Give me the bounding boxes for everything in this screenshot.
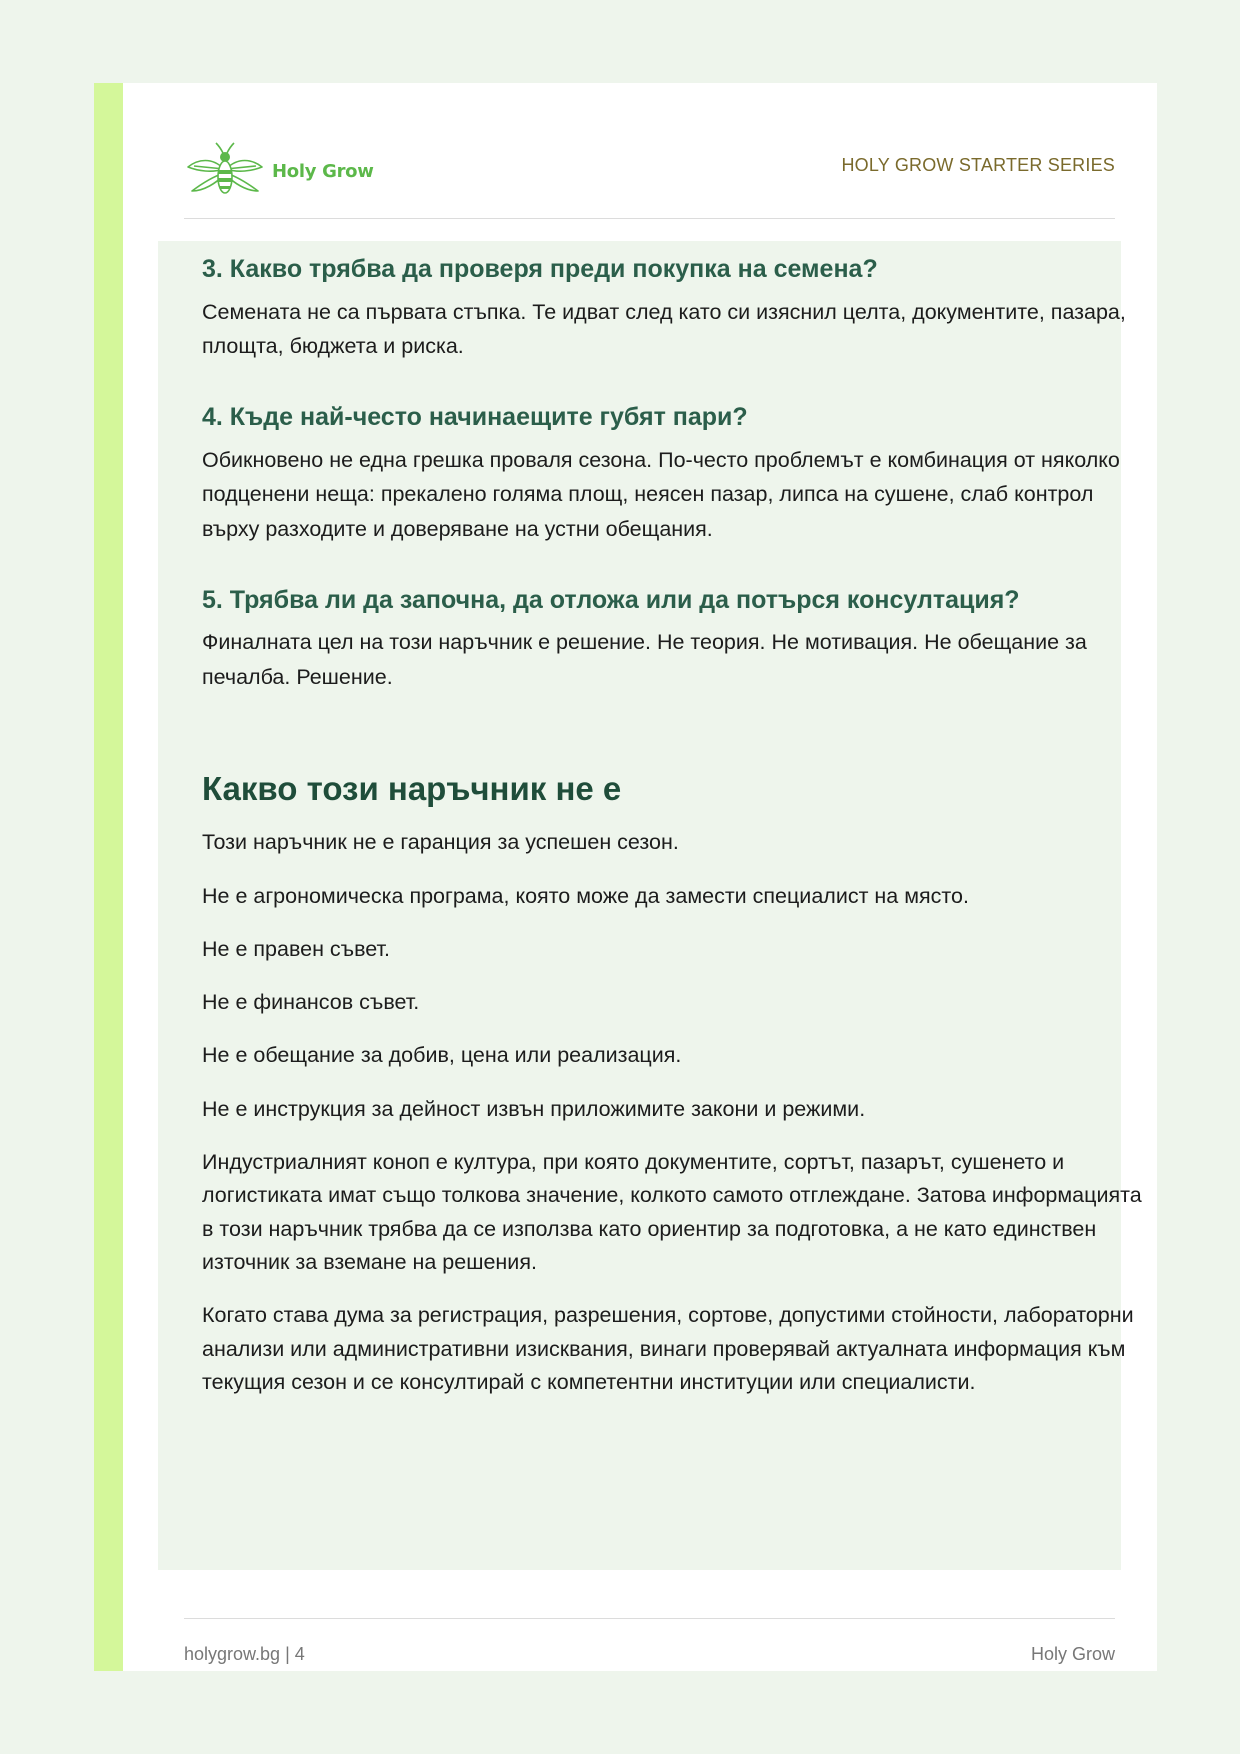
question-text: Финалната цел на този наръчник е решение. Не теория. Не мотивация. Не обещание за печалба. Решение.	[202, 630, 1087, 689]
question-text: Семената не са първата стъпка. Те идват след като си изяснил целта, документите, пазара, площта, бюджета и риска.	[202, 299, 1126, 358]
question-title: 5. Трябва ли да започна, да отложа или да потърся консултация?	[202, 585, 1020, 614]
question-block	[202, 584, 1147, 694]
question-text: Обикновено не една грешка проваля сезона. По-често проблемът е комбинация от няколко подценени неща: прекалено голяма площ, неясен пазар, липса на сушене, слаб контрол върху разходите и доверяване на устни обещания.	[202, 447, 1120, 541]
footer-page-info: holygrow.bg | 4	[184, 1644, 305, 1664]
page-footer	[184, 1618, 1115, 1664]
accent-bar	[94, 83, 123, 1671]
paragraph: Не е правен съвет.	[202, 936, 390, 961]
paragraph: Когато става дума за регистрация, разрешения, сортове, допустими стойности, лабораторни анализи или административни изисквания, винаги проверявай актуалната информация към текущия сезон и се консултирай с компетентни институции или специалисти.	[202, 1303, 1134, 1394]
logo	[184, 139, 374, 203]
paragraph: Не е агрономическа програма, която може да замести специалист на място.	[202, 883, 969, 908]
document-page	[94, 83, 1157, 1671]
section-title: Какво този наръчник не е	[202, 770, 622, 808]
main-content	[202, 253, 1147, 1419]
logo-text: Holy Grow	[272, 160, 374, 182]
paragraph: Не е обещание за добив, цена или реализация.	[202, 1043, 682, 1068]
page-header	[184, 83, 1115, 219]
paragraph: Този наръчник не е гаранция за успешен сезон.	[202, 830, 679, 855]
footer-brand: Holy Grow	[1030, 1644, 1115, 1664]
paragraph: Индустриалният коноп е култура, при която документите, сортът, пазарът, сушенето и логистиката имат също толкова значение, колкото самото отглеждане. Затова информацията в този наръчник трябва да се използва като ориентир за подготовка, а не като единствен източник за вземане на решения.	[202, 1150, 1142, 1275]
paragraph: Не е инструкция за дейност извън приложимите закони и режими.	[202, 1096, 866, 1121]
question-block	[202, 401, 1147, 546]
series-label: HOLY GROW STARTER SERIES	[841, 155, 1115, 175]
question-title: 3. Какво трябва да проверя преди покупка на семена?	[202, 255, 878, 283]
question-title: 4. Къде най-често начинаещите губят пари?	[202, 403, 748, 432]
paragraph: Не е финансов съвет.	[202, 990, 420, 1015]
question-block	[202, 253, 1147, 363]
bee-leaf-icon	[184, 139, 266, 203]
